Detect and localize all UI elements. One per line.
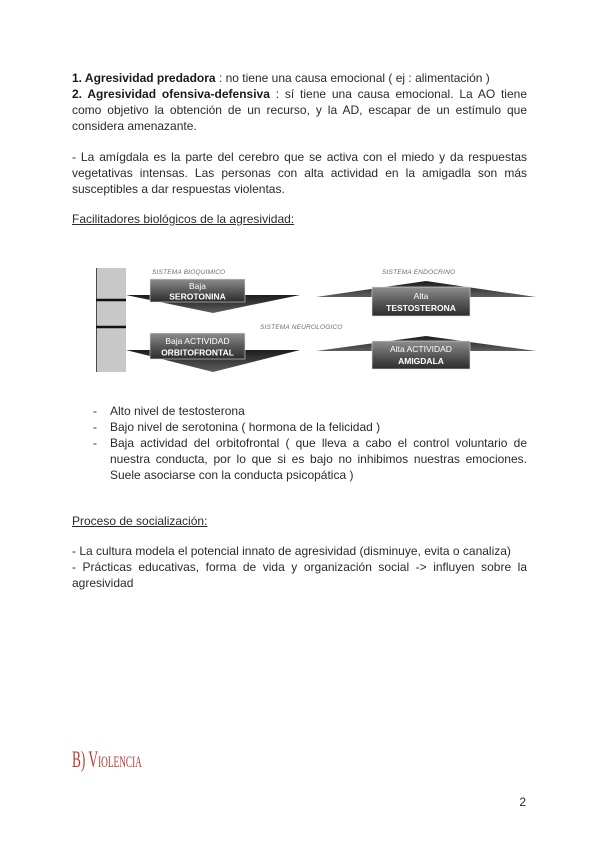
type-item-offensive-defensive (72, 86, 527, 102)
system-label-biochemical: SISTEMA BIOQUIMICO (152, 269, 226, 276)
arrow-serotonin (126, 279, 300, 313)
arrow-label-line: Alta (413, 291, 429, 301)
section-b-heading: B) Violencia (72, 747, 142, 772)
text-line: - Prácticas educativas, forma de vida y organización social -> influyen sobre la (72, 560, 527, 574)
arrow-label-line: TESTOSTERONA (386, 303, 456, 313)
arrow-label-line: SEROTONINA (169, 291, 226, 302)
list-item-text: Baja actividad del orbitofrontal ( que lleva a cabo el control voluntario de (110, 436, 527, 450)
amygdala-paragraph (72, 149, 527, 197)
text-line: vegetativas intensas. Las personas con alta actividad en la amigadla son más (72, 166, 527, 180)
timeline-bar (96, 268, 126, 372)
arrow-label-line: Baja (188, 281, 207, 291)
list-item-text: Suele asociarse con la conducta psicopática ) (110, 468, 354, 482)
arrow-orbitofrontal (126, 333, 300, 372)
list-item-text: Alto nivel de testosterona (110, 404, 245, 418)
list-item-text: Bajo nivel de serotonina ( hormona de la felicidad ) (110, 420, 381, 434)
text-line: susceptibles a dar respuestas violentas. (72, 182, 285, 196)
bullet-marker: - (93, 420, 97, 434)
aggression-types (72, 70, 527, 134)
socialization-paragraph (72, 543, 527, 591)
arrow-label-line: AMIGDALA (398, 356, 444, 366)
bullet-marker: - (93, 436, 97, 450)
section-heading: Facilitadores biológicos de la agresividad: (72, 212, 295, 226)
text-line: - La amígdala es la parte del cerebro que se activa con el miedo y da respuestas (72, 150, 527, 164)
text-line: considera amenazante. (72, 119, 197, 133)
system-label-neurological: SISTEMA NEUROLOGICO (260, 324, 343, 331)
system-label-endocrine: SISTEMA ENDOCRINO (382, 269, 456, 276)
text-line: agresividad (72, 576, 134, 590)
facilitators-heading-row (72, 211, 527, 227)
arrow-label-line: Baja ACTIVIDAD (165, 336, 230, 346)
type-item-predatory (72, 70, 527, 86)
type-description: : no tiene una causa emocional ( ej : alimentación ) (218, 71, 490, 85)
biological-facilitators-diagram (90, 262, 550, 378)
type-description: : sí tiene una causa emocional. La AO tiene (275, 87, 527, 101)
list-item (93, 419, 527, 435)
arrow-label-line: Alta ACTIVIDAD (390, 344, 452, 354)
diagram-canvas (90, 262, 550, 378)
bullet-marker: - (93, 404, 97, 418)
list-item (93, 403, 527, 419)
arrow-label-line: ORBITOFRONTAL (161, 347, 234, 358)
facilitators-list (93, 403, 527, 483)
page-number: 2 (519, 795, 526, 809)
list-item-text: nuestra conducta, por lo que si es bajo no inhibimos nuestras emociones. (110, 452, 527, 466)
section-heading: Proceso de socialización: (72, 514, 208, 528)
arrow-testosterone (316, 281, 536, 316)
socialization-heading-row (72, 513, 527, 529)
text-line: como objetivo la obtención de un recurso, y la AD, escapar de un estímulo que (72, 103, 527, 117)
list-item (93, 435, 527, 483)
arrow-amygdala (316, 336, 536, 369)
type-label: 1. Agresividad predadora (72, 71, 216, 85)
text-line: - La cultura modela el potencial innato de agresividad (disminuye, evita o canaliza) (72, 544, 511, 558)
type-label: 2. Agresividad ofensiva-defensiva (72, 87, 270, 101)
